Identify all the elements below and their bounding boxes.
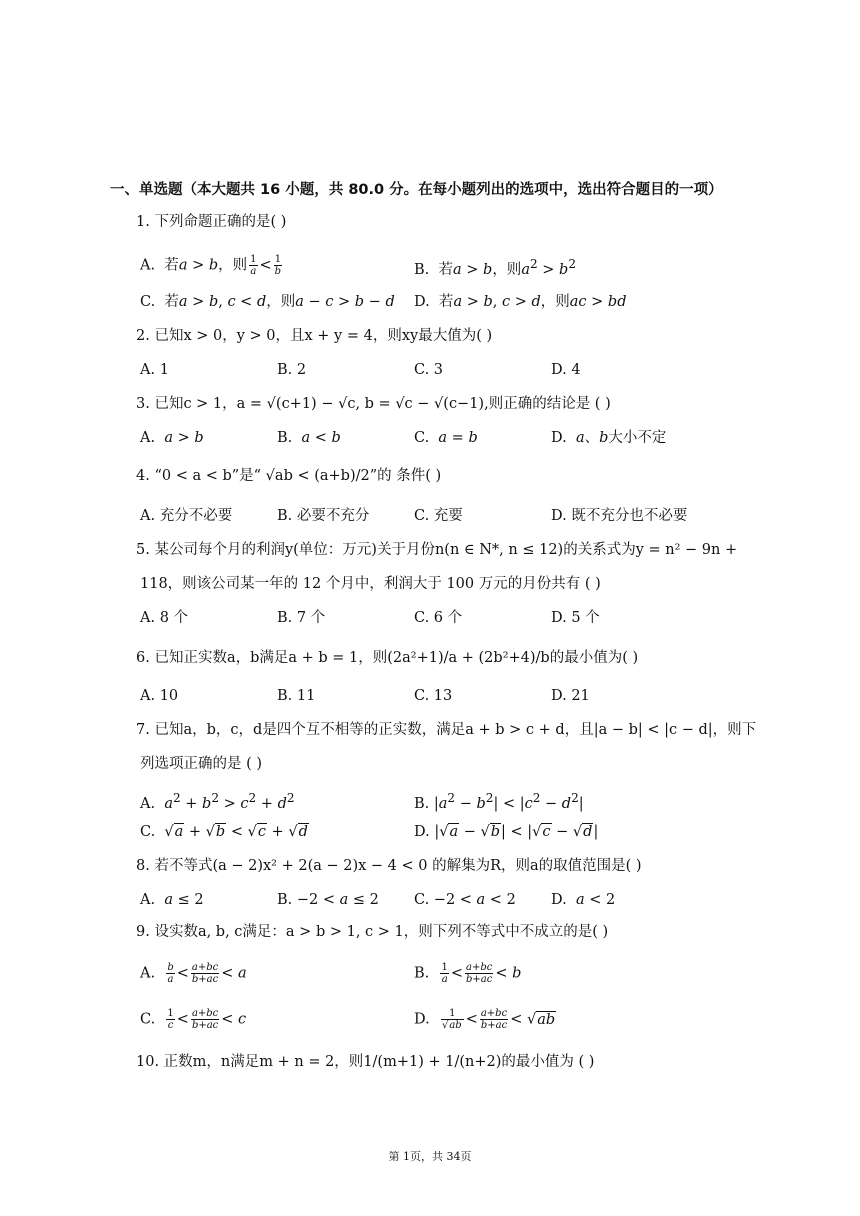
q9-option-c: C. $\frac{1}{c}$ < $\frac{a+bc}{b+ac}$ < c (140, 1008, 247, 1031)
q8-option-c: C. −2 < a < 2 (414, 892, 516, 908)
question-3-stem: 3. 已知c > 1，a = √(c+1) − √c, b = √c − √(c−1),则正确的结论是 ( ) (136, 396, 611, 412)
q6-option-c: C. 13 (414, 688, 453, 704)
question-9 (136, 922, 608, 942)
q1-option-b: B. 若a > b，则$a^2 > b^2$ (414, 257, 577, 278)
q1-option-d: D. 若a > b, c > d，则ac > bd (414, 294, 627, 310)
q3-option-c: C. a = b (414, 430, 478, 446)
question-7 (136, 720, 756, 740)
q1-option-a: A. 若a > b，则 $\frac{1}{a}$ < $\frac{1}{b}$ (140, 254, 282, 277)
question-5 (136, 540, 737, 560)
page-footer: 第 1页，共 34页 (388, 1150, 472, 1163)
q6-option-b: B. 11 (277, 688, 316, 704)
question-7-stem-line1: 7. 已知a，b，c，d是四个互不相等的正实数，满足a + b > c + d，且|a − b| < |c − d|，则下 (136, 722, 757, 738)
question-5-line2 (140, 574, 601, 594)
q4-option-a: A. 充分不必要 (140, 508, 233, 524)
q3-option-a: A. a > b (140, 430, 204, 446)
q9-option-a: A. $\frac{b}{a}$ < $\frac{a+bc}{b+ac}$ < a (140, 962, 247, 985)
question-2-stem: 2. 已知x > 0，y > 0，且x + y = 4，则xy最大值为( ) (136, 328, 493, 344)
q7-option-a: A. $a^2 + b^2 > c^2 + d^2$ (140, 791, 295, 812)
q5-option-b: B. 7 个 (277, 610, 326, 626)
question-3 (136, 394, 611, 414)
q8-option-b: B. −2 < a ≤ 2 (277, 892, 379, 908)
q5-option-c: C. 6 个 (414, 610, 463, 626)
q6-option-a: A. 10 (140, 688, 179, 704)
question-9-stem: 9. 设实数a, b, c满足：a > b > 1, c > 1，则下列不等式中不成立的是( ) (136, 924, 609, 940)
q5-option-d: D. 5 个 (551, 610, 600, 626)
q4-option-b: B. 必要不充分 (277, 508, 370, 524)
question-5-stem-line1: 5. 某公司每个月的利润y(单位：万元)关于月份n(n ∈ N*, n ≤ 12)的关系式为y = n² − 9n + (136, 542, 738, 558)
q9-option-b: B. $\frac{1}{a}$ < $\frac{a+bc}{b+ac}$ < b (414, 962, 522, 985)
q2-option-c: C. 3 (414, 362, 444, 378)
q6-option-d: D. 21 (551, 688, 590, 704)
q3-option-b: B. a < b (277, 430, 341, 446)
question-6 (136, 648, 638, 668)
question-10 (136, 1052, 594, 1072)
question-4-stem: 4. “0 < a < b”是“ √ab < (a+b)/2”的 条件( ) (136, 468, 442, 484)
question-7-line2 (140, 754, 262, 774)
question-5-stem-line2: 118，则该公司某一年的 12 个月中，利润大于 100 万元的月份共有 ( ) (140, 576, 601, 592)
q4-option-c: C. 充要 (414, 508, 463, 524)
q5-option-a: A. 8 个 (140, 610, 189, 626)
q3-option-d: D. a、b大小不定 (551, 430, 667, 446)
q7-option-b: B. $|a^2 - b^2| < |c^2 - d^2|$ (414, 791, 584, 812)
q8-option-d: D. a < 2 (551, 892, 616, 908)
question-7-stem-line2: 列选项正确的是 ( ) (140, 756, 263, 772)
question-1-stem: 1. 下列命题正确的是( ) (136, 214, 287, 230)
question-10-stem: 10. 正数m，n满足m + n = 2，则1/(m+1) + 1/(n+2)的最小值为 ( ) (136, 1054, 595, 1070)
q2-option-a: A. 1 (140, 362, 169, 378)
section-title: 一、单选题（本大题共 16 小题，共 80.0 分。在每小题列出的选项中，选出符合题目的一项） (110, 182, 723, 198)
q7-option-d: D. |√a − √b| < |√c − √d| (414, 824, 599, 840)
q1-option-c: C. 若a > b, c < d，则a − c > b − d (140, 294, 395, 310)
q2-option-b: B. 2 (277, 362, 307, 378)
q4-option-d: D. 既不充分也不必要 (551, 508, 688, 524)
question-8 (136, 856, 642, 876)
question-1 (136, 212, 286, 232)
q7-option-c: C. √a + √b < √c + √d (140, 824, 308, 840)
question-4 (136, 466, 441, 486)
question-8-stem: 8. 若不等式(a − 2)x² + 2(a − 2)x − 4 < 0 的解集为R，则a的取值范围是( ) (136, 858, 642, 874)
question-6-stem: 6. 已知正实数a，b满足a + b = 1，则(2a²+1)/a + (2b²+4)/b的最小值为( ) (136, 650, 639, 666)
q8-option-a: A. a ≤ 2 (140, 892, 204, 908)
question-2 (136, 326, 492, 346)
q9-option-d: D. $\frac{1}{√ab}$ < $\frac{a+bc}{b+ac}$ < √ab (414, 1008, 556, 1031)
q2-option-d: D. 4 (551, 362, 581, 378)
